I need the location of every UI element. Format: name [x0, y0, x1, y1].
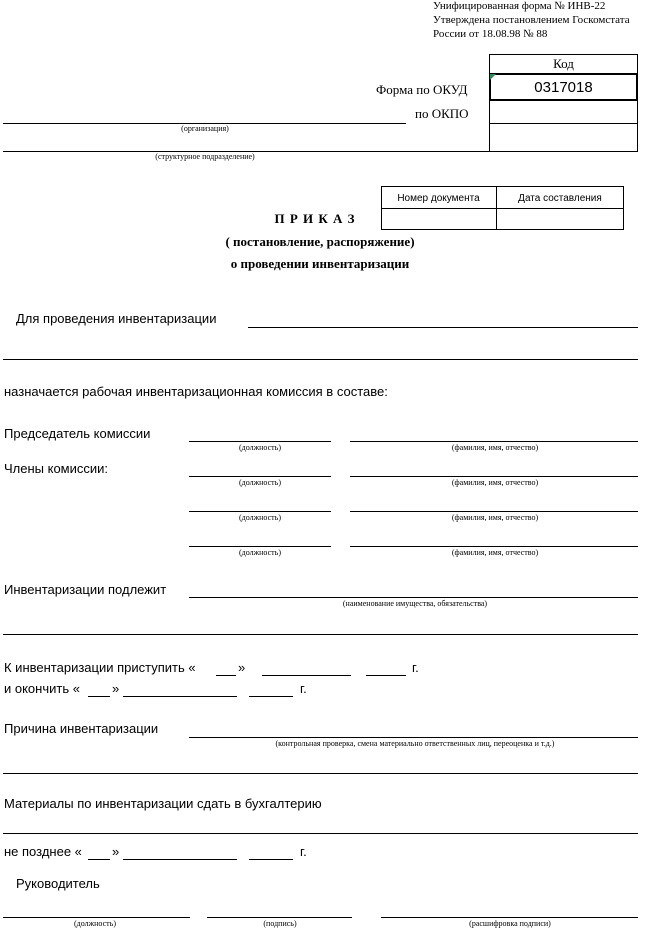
- purpose-line-2[interactable]: [3, 359, 638, 360]
- head-position-line[interactable]: [3, 917, 190, 918]
- head-decoding-line[interactable]: [381, 917, 638, 918]
- head-decoding-caption: (расшифровка подписи): [469, 919, 551, 928]
- document-subtitle-1: ( постановление, распоряжение): [225, 234, 415, 249]
- doc-date-header: Дата составления: [518, 193, 602, 204]
- head-label: Руководитель: [16, 876, 100, 891]
- purpose-line[interactable]: [248, 327, 638, 328]
- reason-caption: (контрольная проверка, смена материально ответственных лиц, переоценка и т.д.): [275, 739, 555, 748]
- chairman-position-line[interactable]: [189, 441, 331, 442]
- okud-label: Форма по ОКУД: [376, 82, 468, 97]
- start-year-line[interactable]: [366, 675, 406, 676]
- organization-caption: (организация): [181, 124, 229, 133]
- commission-text: назначается рабочая инвентаризационная комиссия в составе:: [4, 384, 388, 399]
- end-year-suffix: г.: [300, 681, 307, 696]
- position-caption: (должность): [239, 478, 281, 487]
- form-header-line3: России от 18.08.98 № 88: [433, 28, 548, 40]
- end-month-line[interactable]: [123, 696, 237, 697]
- start-month-line[interactable]: [262, 675, 351, 676]
- document-title: П Р И К А З: [274, 211, 356, 226]
- subject-label: Инвентаризации подлежит: [4, 582, 167, 597]
- deadline-month-line[interactable]: [123, 859, 237, 860]
- deadline-day-line[interactable]: [88, 859, 110, 860]
- subject-line[interactable]: [189, 597, 638, 598]
- deadline-label: не позднее «: [4, 844, 82, 859]
- members-label: Члены комиссии:: [4, 461, 109, 476]
- deadline-year-line[interactable]: [249, 859, 293, 860]
- form-header-line1: Унифицированная форма № ИНВ-22: [433, 0, 606, 12]
- kod-label: Код: [553, 56, 574, 71]
- member3-position-line[interactable]: [189, 546, 331, 547]
- end-label: и окончить «: [4, 681, 80, 696]
- okpo-label: по ОКПО: [415, 106, 469, 121]
- reason-label: Причина инвентаризации: [4, 721, 159, 736]
- head-position-caption: (должность): [74, 919, 116, 928]
- member1-fio-line[interactable]: [350, 476, 638, 477]
- okud-value: 0317018: [534, 79, 593, 96]
- member2-position-line[interactable]: [189, 511, 331, 512]
- chairman-fio-line[interactable]: [350, 441, 638, 442]
- cell-marker-icon: [490, 74, 496, 80]
- purpose-label: Для проведения инвентаризации: [16, 311, 217, 326]
- subdivision-caption: (структурное подразделение): [155, 152, 255, 161]
- subject-line-2[interactable]: [3, 634, 638, 635]
- reason-line[interactable]: [189, 737, 638, 738]
- start-day-line[interactable]: [216, 675, 236, 676]
- doc-date-cell[interactable]: [497, 209, 623, 229]
- member3-fio-line[interactable]: [350, 546, 638, 547]
- end-year-line[interactable]: [249, 696, 293, 697]
- start-label: К инвентаризации приступить «: [4, 660, 196, 675]
- deadline-year-suffix: г.: [300, 844, 307, 859]
- fio-caption: (фамилия, имя, отчество): [451, 478, 539, 487]
- fio-caption: (фамилия, имя, отчество): [451, 548, 539, 557]
- reason-line-2[interactable]: [3, 773, 638, 774]
- materials-text: Материалы по инвентаризации сдать в бухгалтерию: [4, 796, 322, 811]
- start-quote-close: »: [238, 660, 246, 675]
- position-caption: (должность): [239, 548, 281, 557]
- position-caption: (должность): [239, 443, 281, 452]
- member1-position-line[interactable]: [189, 476, 331, 477]
- end-quote-close: »: [112, 681, 120, 696]
- fio-caption: (фамилия, имя, отчество): [451, 443, 539, 452]
- member2-fio-line[interactable]: [350, 511, 638, 512]
- fio-caption: (фамилия, имя, отчество): [451, 513, 539, 522]
- document-subtitle-2: о проведении инвентаризации: [230, 256, 410, 271]
- deadline-quote-close: »: [112, 844, 120, 859]
- form-header-line2: Утверждена постановлением Госкомстата: [433, 14, 630, 26]
- doc-number-header: Номер документа: [397, 193, 480, 204]
- head-signature-line[interactable]: [207, 917, 352, 918]
- head-signature-caption: (подпись): [263, 919, 297, 928]
- materials-line[interactable]: [3, 833, 638, 834]
- chairman-label: Председатель комиссии: [4, 426, 151, 441]
- position-caption: (должность): [239, 513, 281, 522]
- end-day-line[interactable]: [88, 696, 110, 697]
- start-year-suffix: г.: [412, 660, 419, 675]
- subject-caption: (наименование имущества, обязательства): [342, 599, 488, 608]
